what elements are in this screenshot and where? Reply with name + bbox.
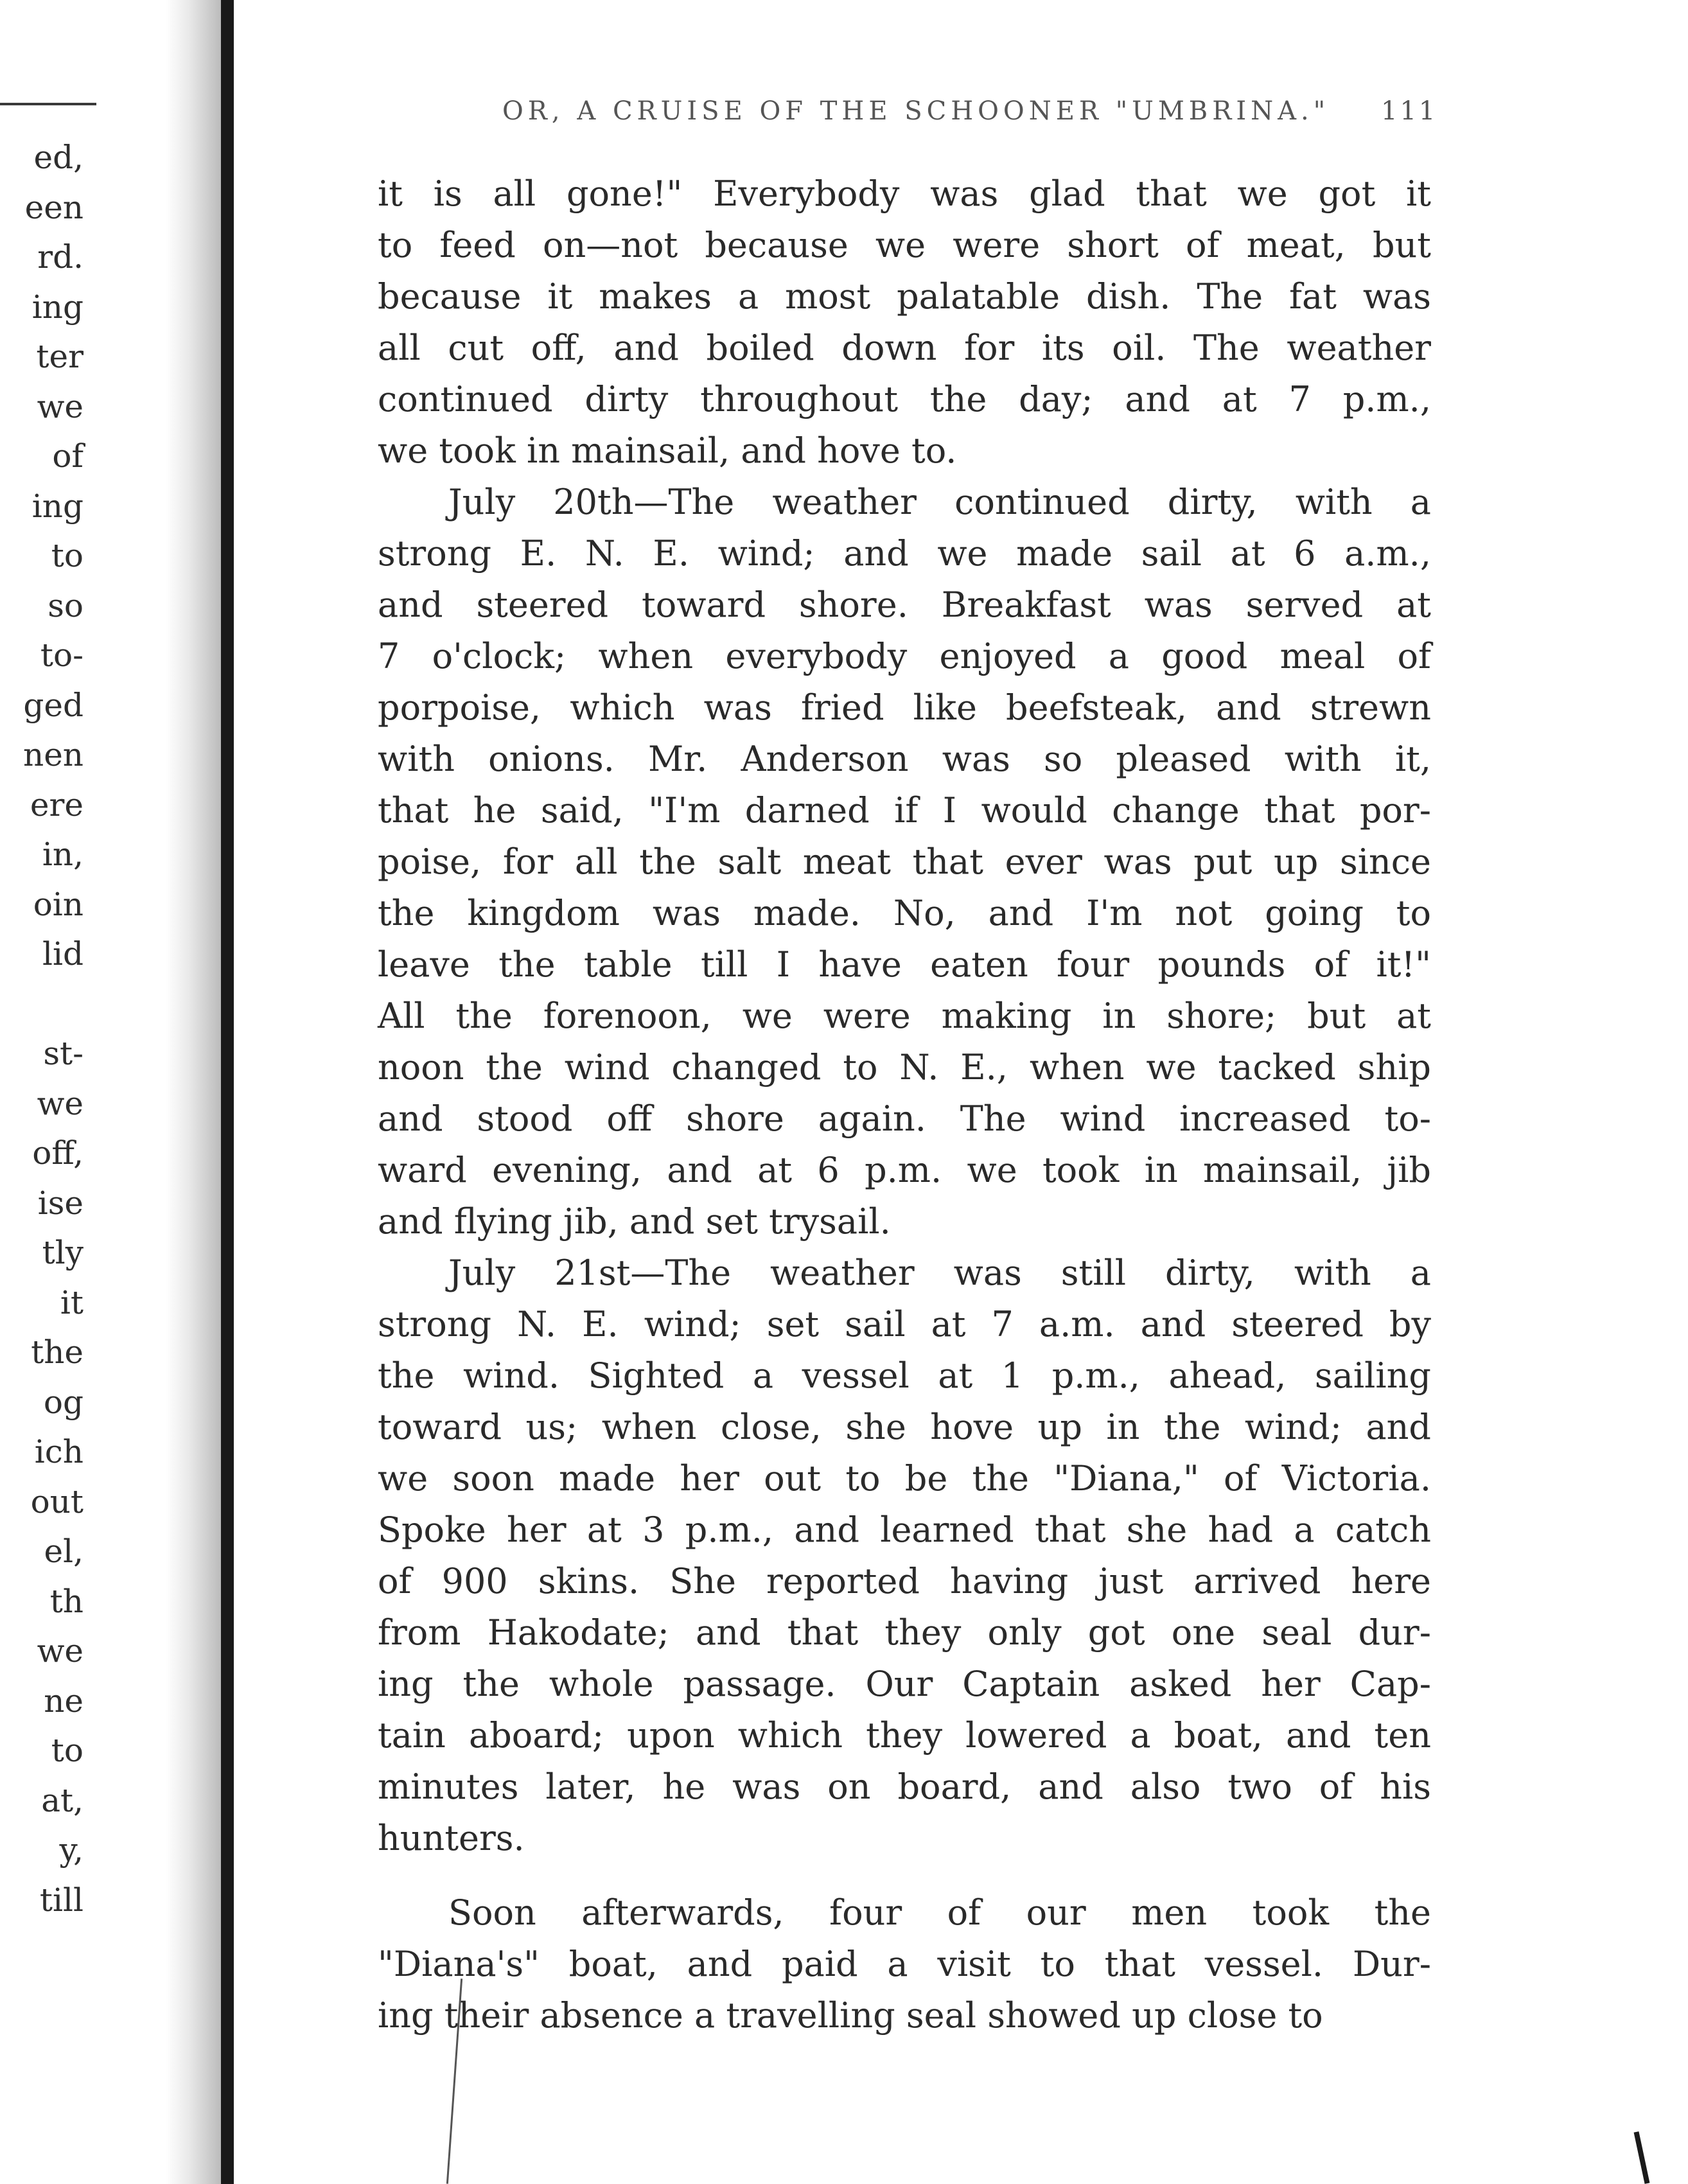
text-line: poise, for all the salt meat that ever was put up since [378,841,1431,882]
text-line: toward us; when close, she hove up in the wind; and [378,1407,1431,1447]
text-line: tain aboard; upon which they lowered a boat, and ten [378,1715,1431,1756]
text-line: of 900 skins. She reported having just arrived here [378,1561,1431,1601]
text-line: all cut off, and boiled down for its oil. The weather [378,328,1431,368]
text-line: continued dirty throughout the day; and at 7 p.m., [378,379,1431,419]
text-line: July 20th—The weather continued dirty, with a [448,482,1431,522]
left-page-fragment: ed, [33,139,84,176]
text-line: the wind. Sighted a vessel at 1 p.m., ahead, sailing [378,1355,1431,1396]
left-facing-page [0,0,193,2184]
left-page-fragment: so [48,586,84,624]
text-line: because it makes a most palatable dish. The fat was [378,276,1431,317]
text-line: to feed on—not because we were short of meat, but [378,225,1431,265]
text-line: leave the table till I have eaten four pounds of it!" [378,944,1431,985]
left-page-fragment: y, [59,1831,84,1869]
left-page-rule [0,103,96,105]
text-line: from Hakodate; and that they only got one seal dur- [378,1612,1431,1653]
left-page-fragment: ter [36,338,84,375]
left-page-fragment: lid [42,935,84,973]
left-page-fragment: ich [34,1433,84,1470]
left-page-fragment: nen [23,736,84,773]
paragraph-gap [378,1864,1431,1887]
text-line: Soon afterwards, four of our men took the [448,1892,1431,1933]
text-line: "Diana's" boat, and paid a visit to that vessel. Dur- [378,1944,1431,1984]
text-line: 7 o'clock; when everybody enjoyed a good meal of [378,636,1431,676]
text-line: strong E. N. E. wind; and we made sail at 6 a.m., [378,533,1431,574]
left-page-fragment: ing [31,487,84,525]
text-line: and steered toward shore. Breakfast was served at [378,585,1431,625]
text-line: hunters. [378,1818,525,1858]
left-page-fragment: tly [42,1234,84,1271]
left-page-fragment: rd. [37,238,84,276]
left-page-fragment: el, [44,1533,84,1570]
left-page-fragment: in, [42,836,84,873]
left-page-fragment: og [43,1383,84,1421]
left-page-fragment: een [24,188,84,226]
left-page-fragment: ged [23,686,84,724]
left-page-fragment: out [30,1483,84,1520]
text-line: ward evening, and at 6 p.m. we took in mainsail, jib [378,1150,1431,1190]
left-page-fragment: oin [33,885,84,923]
text-line: noon the wind changed to N. E., when we tacked ship [378,1047,1431,1088]
left-page-fragment: we [37,1084,84,1122]
left-page-fragment: to- [40,637,84,674]
text-line: July 21st—The weather was still dirty, with a [448,1253,1431,1293]
left-page-fragment: to [51,537,84,574]
body-text [378,168,1431,2041]
left-page-fragment: th [49,1582,84,1620]
left-page-fragment: st- [43,1035,84,1072]
left-page-fragment: to [51,1732,84,1769]
text-line: and stood off shore again. The wind increased to- [378,1098,1431,1139]
text-line: minutes later, he was on board, and also two of his [378,1766,1431,1807]
left-page-fragment: off, [32,1134,84,1172]
paragraph [378,1887,1431,2041]
left-page-fragment: the [31,1334,84,1371]
binding-gutter-edge [221,0,234,2184]
left-page-fragment: ing [31,288,84,326]
text-line: strong N. E. wind; set sail at 7 a.m. and steered by [378,1304,1431,1344]
text-line: with onions. Mr. Anderson was so pleased with it, [378,739,1431,779]
text-line: ing the whole passage. Our Captain asked her Cap- [378,1664,1431,1704]
text-line: it is all gone!" Everybody was glad that we got it [378,173,1431,214]
page-number: 111 [1381,96,1438,126]
left-page-fragment: ere [30,786,84,823]
text-line: porpoise, which was fried like beefsteak, and strewn [378,687,1431,728]
left-page-fragment: till [39,1881,84,1919]
paragraph [378,1247,1431,1864]
text-line: and flying jib, and set trysail. [378,1201,891,1242]
text-line: that he said, "I'm darned if I would change that por- [378,790,1431,831]
left-page-fragment: at, [41,1781,84,1819]
left-page-fragment: it [60,1283,84,1321]
text-line: we soon made her out to be the "Diana," of Victoria. [378,1458,1431,1499]
running-head: OR, A CRUISE OF THE SCHOONER "UMBRINA." [502,96,1330,126]
paragraph [378,477,1431,1247]
text-line: ing their absence a travelling seal showed up close to [378,1995,1323,2036]
left-page-fragment: we [37,387,84,425]
text-line: Spoke her at 3 p.m., and learned that she had a catch [378,1510,1431,1550]
left-page-fragment: ne [44,1682,84,1720]
left-page-fragment: of [52,437,84,475]
text-line: All the forenoon, we were making in shore; but at [378,996,1431,1036]
left-page-fragment: ise [37,1184,84,1222]
text-line: the kingdom was made. No, and I'm not going to [378,893,1431,933]
paragraph [378,168,1431,477]
left-page-fragment: we [37,1632,84,1669]
text-line: we took in mainsail, and hove to. [378,430,957,471]
